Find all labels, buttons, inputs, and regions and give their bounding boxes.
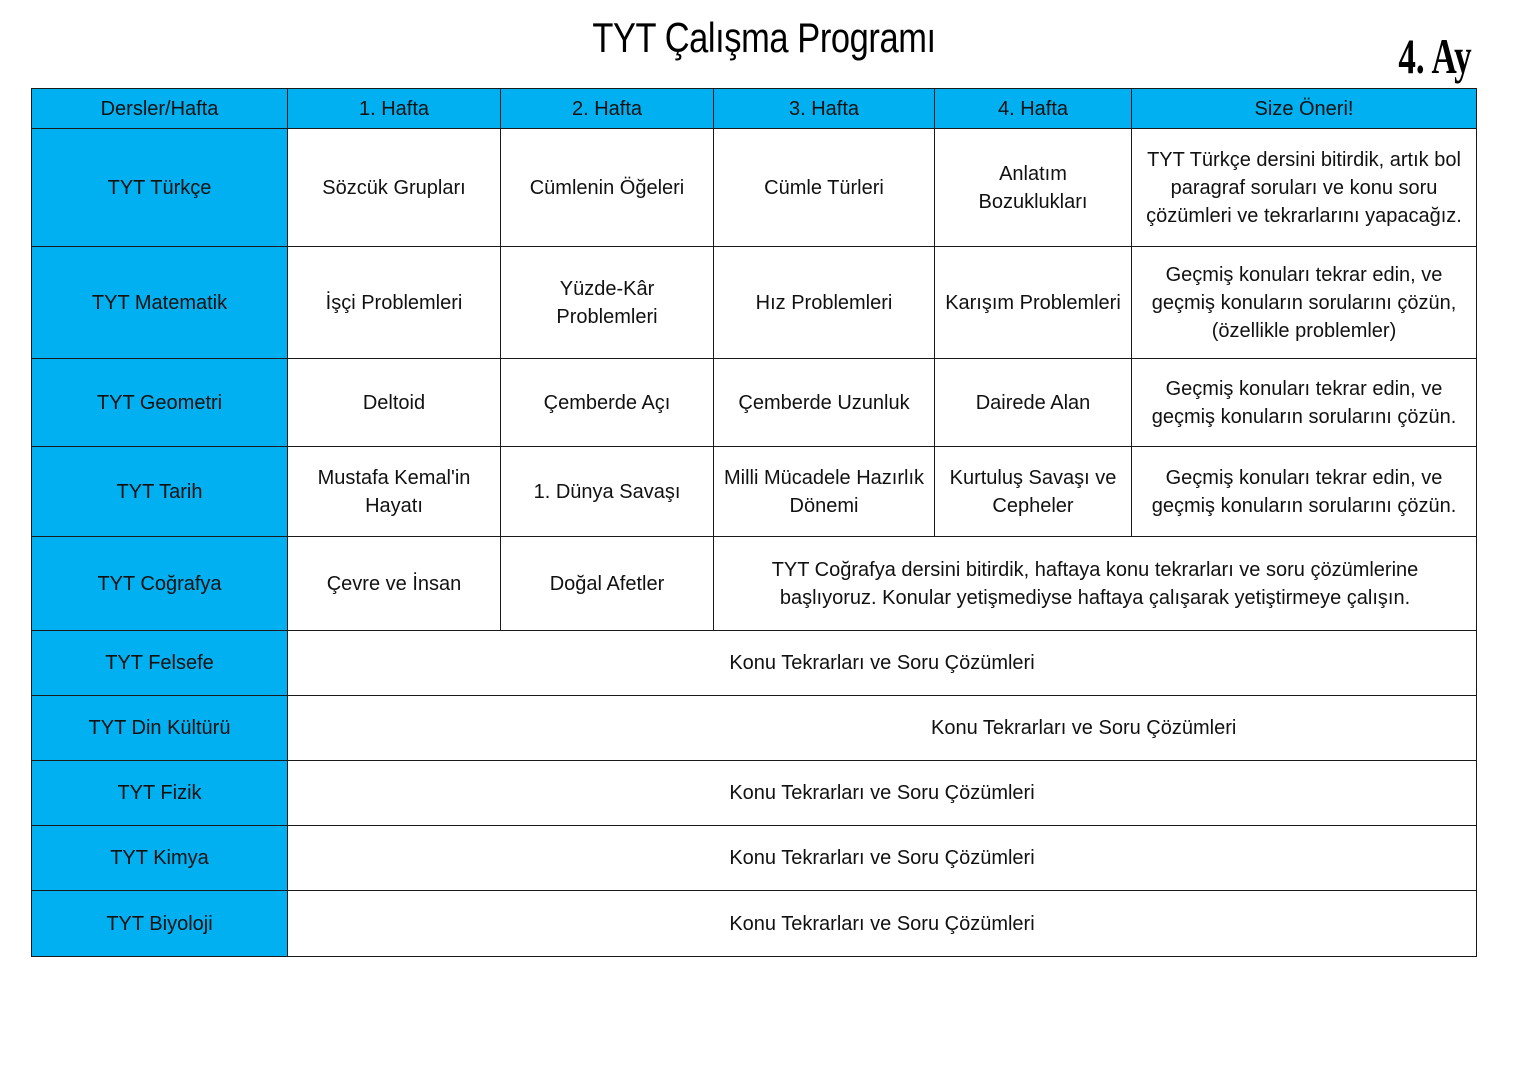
table-row-turkce [32,129,1477,247]
table-row-tarih [32,447,1477,537]
table-row-din-kulturu [32,696,1477,761]
week-2-cell: Yüzde-Kâr Problemleri [501,247,714,359]
table-row-biyoloji [32,891,1477,957]
header-week-4: 4. Hafta [935,89,1132,129]
advice-cell: TYT Türkçe dersini bitirdik, artık bol paragraf soruları ve konu soru çözümleri ve tekrarlarını yapacağız. [1132,129,1477,247]
subject-cell: TYT Din Kültürü [32,696,288,761]
advice-cell: Geçmiş konuları tekrar edin, ve geçmiş konuların sorularını çözün. [1132,359,1477,447]
merged-note-cell: Konu Tekrarları ve Soru Çözümleri [288,826,1477,891]
subject-cell: TYT Fizik [32,761,288,826]
subject-cell: TYT Kimya [32,826,288,891]
header-advice: Size Öneri! [1132,89,1477,129]
merged-note-cell: Konu Tekrarları ve Soru Çözümleri [288,631,1477,696]
week-4-cell: Anlatım Bozuklukları [935,129,1132,247]
subject-cell: TYT Tarih [32,447,288,537]
week-4-cell: Dairede Alan [935,359,1132,447]
week-4-cell: Kurtuluş Savaşı ve Cepheler [935,447,1132,537]
week-1-cell: Sözcük Grupları [288,129,501,247]
week-1-cell: Mustafa Kemal'in Hayatı [288,447,501,537]
table-row-matematik [32,247,1477,359]
advice-cell: Geçmiş konuları tekrar edin, ve geçmiş konuların sorularını çözün, (özellikle problemler) [1132,247,1477,359]
week-2-cell: 1. Dünya Savaşı [501,447,714,537]
week-2-cell: Çemberde Açı [501,359,714,447]
merged-note-text: Konu Tekrarları ve Soru Çözümleri [931,717,1237,739]
header-week-1: 1. Hafta [288,89,501,129]
table-row-felsefe [32,631,1477,696]
header-subjects: Dersler/Hafta [32,89,288,129]
week-1-cell: Deltoid [288,359,501,447]
merged-note-cell: TYT Coğrafya dersini bitirdik, haftaya konu tekrarları ve soru çözümlerine başlıyoruz. Konular yetişmediyse haftaya çalışarak yetiştirmeye çalışın. [714,537,1477,631]
week-1-cell: Çevre ve İnsan [288,537,501,631]
subject-cell: TYT Biyoloji [32,891,288,957]
table-row-fizik [32,761,1477,826]
study-program-table [31,88,1477,957]
week-3-cell: Cümle Türleri [714,129,935,247]
week-2-cell: Doğal Afetler [501,537,714,631]
header-week-2: 2. Hafta [501,89,714,129]
subject-cell: TYT Coğrafya [32,537,288,631]
week-1-cell: İşçi Problemleri [288,247,501,359]
header-row [32,89,1477,129]
merged-note-cell: Konu Tekrarları ve Soru Çözümleri [288,891,1477,957]
week-3-cell: Milli Mücadele Hazırlık Dönemi [714,447,935,537]
subject-cell: TYT Geometri [32,359,288,447]
week-4-cell: Karışım Problemleri [935,247,1132,359]
week-3-cell: Çemberde Uzunluk [714,359,935,447]
header-week-3: 3. Hafta [714,89,935,129]
merged-note-cell [288,696,1477,761]
table-row-kimya [32,826,1477,891]
merged-note-cell: Konu Tekrarları ve Soru Çözümleri [288,761,1477,826]
subject-cell: TYT Felsefe [32,631,288,696]
table-row-cografya [32,537,1477,631]
subject-cell: TYT Türkçe [32,129,288,247]
advice-cell: Geçmiş konuları tekrar edin, ve geçmiş konuların sorularını çözün. [1132,447,1477,537]
subject-cell: TYT Matematik [32,247,288,359]
table-row-geometri [32,359,1477,447]
page-title: TYT Çalışma Programı [592,14,936,61]
week-2-cell: Cümlenin Öğeleri [501,129,714,247]
week-3-cell: Hız Problemleri [714,247,935,359]
month-label: 4. Ay [1398,28,1472,84]
